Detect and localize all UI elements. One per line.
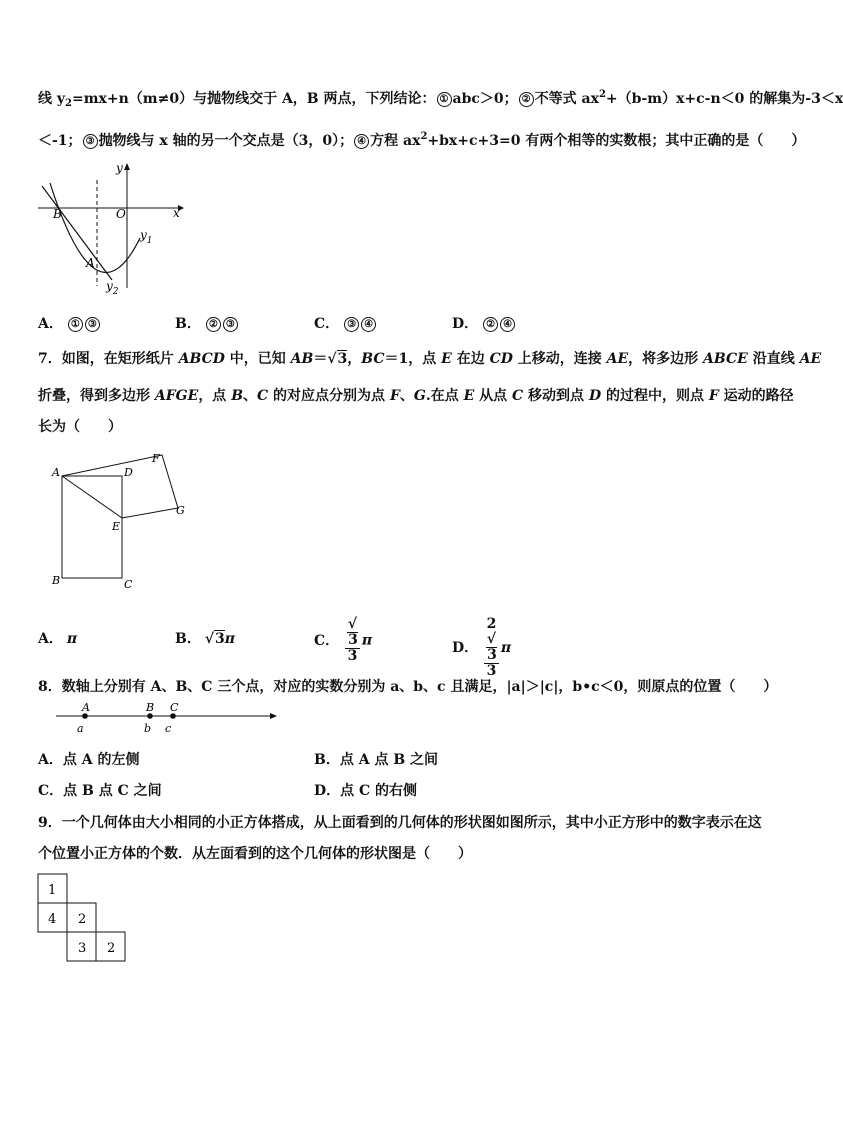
text: abc＞0； bbox=[452, 91, 518, 107]
point-b-label: B bbox=[53, 207, 62, 221]
circled-number: ③ bbox=[85, 317, 100, 332]
text: ＜-1； bbox=[38, 133, 82, 149]
circled-number: ④ bbox=[354, 134, 369, 149]
text: 的过程中，则点 bbox=[601, 388, 709, 404]
q7-option-c[interactable] bbox=[314, 617, 372, 664]
math-var: ABCD bbox=[178, 351, 225, 367]
circled-number: ③ bbox=[83, 134, 98, 149]
q7-line1 bbox=[38, 348, 821, 368]
label-e: E bbox=[112, 520, 121, 533]
text: 中，已知 bbox=[224, 351, 291, 367]
text: 7．如图，在矩形纸片 bbox=[38, 351, 179, 367]
q8-option-a[interactable]: A．点 A 的左侧 bbox=[38, 752, 140, 768]
math-var: G bbox=[413, 388, 426, 404]
text: ， bbox=[347, 351, 362, 367]
option-label: C． bbox=[314, 316, 340, 332]
text: ＝1，点 bbox=[384, 351, 442, 367]
q8-number-line-figure bbox=[52, 698, 282, 740]
label-a: A bbox=[52, 466, 60, 479]
text: 、 bbox=[243, 388, 258, 404]
text: 沿直线 bbox=[747, 351, 800, 367]
fold-line-ae bbox=[62, 476, 122, 518]
circled-number: ① bbox=[437, 92, 452, 107]
q9-top-view-grid bbox=[36, 872, 132, 966]
pi: π bbox=[224, 631, 236, 647]
text: ＝ bbox=[313, 351, 328, 367]
y2-label: $y_2$ bbox=[106, 279, 119, 297]
q6-parabola-figure bbox=[36, 158, 186, 298]
radicand: 3 bbox=[348, 632, 358, 648]
pi: π bbox=[500, 640, 512, 656]
option-label: B． bbox=[175, 631, 201, 647]
label-a: A bbox=[82, 701, 90, 714]
q8-option-d[interactable]: D．点 C 的右侧 bbox=[314, 783, 418, 799]
pi: π bbox=[361, 632, 373, 649]
text: +（b-m）x+c-n＜0 的解集为-3＜x bbox=[605, 91, 843, 107]
cell-count: 2 bbox=[107, 941, 116, 956]
point-a bbox=[82, 713, 88, 719]
circled-number: ③ bbox=[223, 317, 238, 332]
math-var: F bbox=[708, 388, 719, 404]
label-d: D bbox=[124, 466, 133, 479]
q7-option-b[interactable]: B． √3π bbox=[175, 631, 236, 647]
q8-option-c[interactable]: C．点 B 点 C 之间 bbox=[38, 783, 162, 799]
math-var: CD bbox=[489, 351, 513, 367]
label-c-lower: c bbox=[165, 722, 172, 735]
cell-count: 2 bbox=[78, 912, 87, 927]
text: 、 bbox=[399, 388, 414, 404]
subscript: 2 bbox=[65, 98, 72, 109]
q7-option-a[interactable] bbox=[38, 628, 77, 648]
math-var: BC bbox=[361, 351, 385, 367]
q7-line3: 长为（ ） bbox=[38, 419, 122, 435]
label-a-lower: a bbox=[77, 722, 84, 735]
point-c bbox=[170, 713, 176, 719]
coefficient: 2 bbox=[486, 616, 497, 632]
option-label: A． bbox=[38, 316, 63, 332]
text: 移动到点 bbox=[523, 388, 589, 404]
circled-number: ④ bbox=[500, 317, 515, 332]
circled-number: ② bbox=[519, 92, 534, 107]
label-f: F bbox=[152, 452, 160, 465]
text: 在边 bbox=[451, 351, 490, 367]
text: 方程 ax bbox=[370, 133, 421, 149]
radicand: 3 bbox=[215, 631, 225, 647]
math-var: AE bbox=[799, 351, 822, 367]
q6-line2 bbox=[38, 130, 805, 150]
circled-number: ③ bbox=[344, 317, 359, 332]
text: +bx+c+3=0 有两个相等的实数根；其中正确的是（ ） bbox=[427, 133, 806, 149]
q6-option-b[interactable] bbox=[175, 313, 239, 333]
option-label: D． bbox=[452, 316, 479, 332]
fraction: √ 3 3 bbox=[345, 617, 360, 664]
cell-count: 1 bbox=[48, 883, 57, 898]
point-b bbox=[147, 713, 153, 719]
origin-label: O bbox=[116, 207, 126, 221]
label-b: B bbox=[52, 574, 61, 587]
text: ，点 bbox=[198, 388, 232, 404]
text: 的对应点分别为点 bbox=[268, 388, 390, 404]
text: .在点 bbox=[425, 388, 464, 404]
q8-stem: 8．数轴上分别有 A、B、C 三个点，对应的实数分别为 a、b、c 且满足，|a|＞|c|，b•c＜0，则原点的位置（ ） bbox=[38, 679, 778, 695]
text: 上移动，连接 bbox=[512, 351, 607, 367]
label-c: C bbox=[124, 578, 133, 591]
x-label: x bbox=[173, 206, 180, 220]
text: 抛物线与 x 轴的另一个交点是（3，0）； bbox=[98, 133, 354, 149]
option-label: B． bbox=[175, 316, 201, 332]
label-b: B bbox=[146, 701, 155, 714]
text: 不等式 ax bbox=[534, 91, 599, 107]
q9-line1: 9．一个几何体由大小相同的小正方体搭成，从上面看到的几何体的形状图如图所示，其中小正方形中的数字表示在这 bbox=[38, 815, 762, 831]
q7-option-d[interactable] bbox=[452, 617, 511, 679]
y1-label: $y_1$ bbox=[140, 228, 153, 246]
text: 折叠，得到多边形 bbox=[38, 388, 155, 404]
text: 运动的路径 bbox=[718, 388, 794, 404]
q6-option-a[interactable] bbox=[38, 313, 101, 333]
option-value: π bbox=[66, 631, 78, 647]
superscript: 2 bbox=[598, 89, 606, 100]
sqrt: √3 bbox=[327, 351, 348, 367]
point-a-label: A bbox=[86, 256, 95, 270]
option-label: D． bbox=[452, 640, 479, 656]
cell-count: 3 bbox=[78, 941, 87, 956]
math-var: C bbox=[512, 388, 524, 404]
label-c: C bbox=[170, 701, 179, 714]
q6-option-d[interactable] bbox=[452, 313, 516, 333]
radicand: 3 bbox=[487, 647, 497, 663]
y-axis-arrow bbox=[124, 163, 130, 170]
math-var: AE bbox=[606, 351, 629, 367]
math-var: C bbox=[257, 388, 269, 404]
circled-number: ② bbox=[483, 317, 498, 332]
option-label: C． bbox=[314, 632, 340, 649]
math-var: D bbox=[588, 388, 602, 404]
q6-line1 bbox=[38, 88, 843, 109]
math-var: AB bbox=[290, 351, 314, 367]
q6-option-c[interactable] bbox=[314, 313, 377, 333]
text: ，将多边形 bbox=[628, 351, 704, 367]
q8-option-b[interactable]: B．点 A 点 B 之间 bbox=[314, 752, 439, 768]
q7-line2 bbox=[38, 385, 794, 405]
label-g: G bbox=[176, 504, 185, 517]
math-var: E bbox=[441, 351, 452, 367]
math-var: ABCE bbox=[703, 351, 748, 367]
folded-polygon-afge bbox=[62, 455, 178, 518]
text: =mx+n（m≠0）与抛物线交于 A，B 两点，下列结论： bbox=[71, 91, 436, 107]
line-y2 bbox=[42, 186, 112, 280]
circled-number: ① bbox=[68, 317, 83, 332]
label-b-lower: b bbox=[144, 722, 152, 735]
number-line-arrow bbox=[270, 713, 277, 719]
circled-number: ② bbox=[206, 317, 221, 332]
q9-line2: 个位置小正方体的个数．从左面看到的这个几何体的形状图是（ ） bbox=[38, 846, 472, 862]
math-var: B bbox=[231, 388, 244, 404]
cell-count: 4 bbox=[48, 912, 57, 927]
q7-rectangle-fold-figure bbox=[44, 446, 204, 596]
option-label: A． bbox=[38, 631, 63, 647]
text: 线 y bbox=[38, 91, 66, 107]
denominator: 3 bbox=[347, 648, 358, 664]
circled-number: ④ bbox=[361, 317, 376, 332]
superscript: 2 bbox=[420, 131, 428, 142]
math-var: AFGE bbox=[154, 388, 199, 404]
text: 从点 bbox=[474, 388, 513, 404]
radicand: 3 bbox=[337, 351, 348, 367]
math-var: F bbox=[389, 388, 400, 404]
fraction: 2 √ 3 3 bbox=[484, 617, 499, 679]
denominator: 3 bbox=[486, 663, 497, 679]
y-label: y bbox=[116, 161, 123, 175]
math-var: E bbox=[463, 388, 475, 404]
